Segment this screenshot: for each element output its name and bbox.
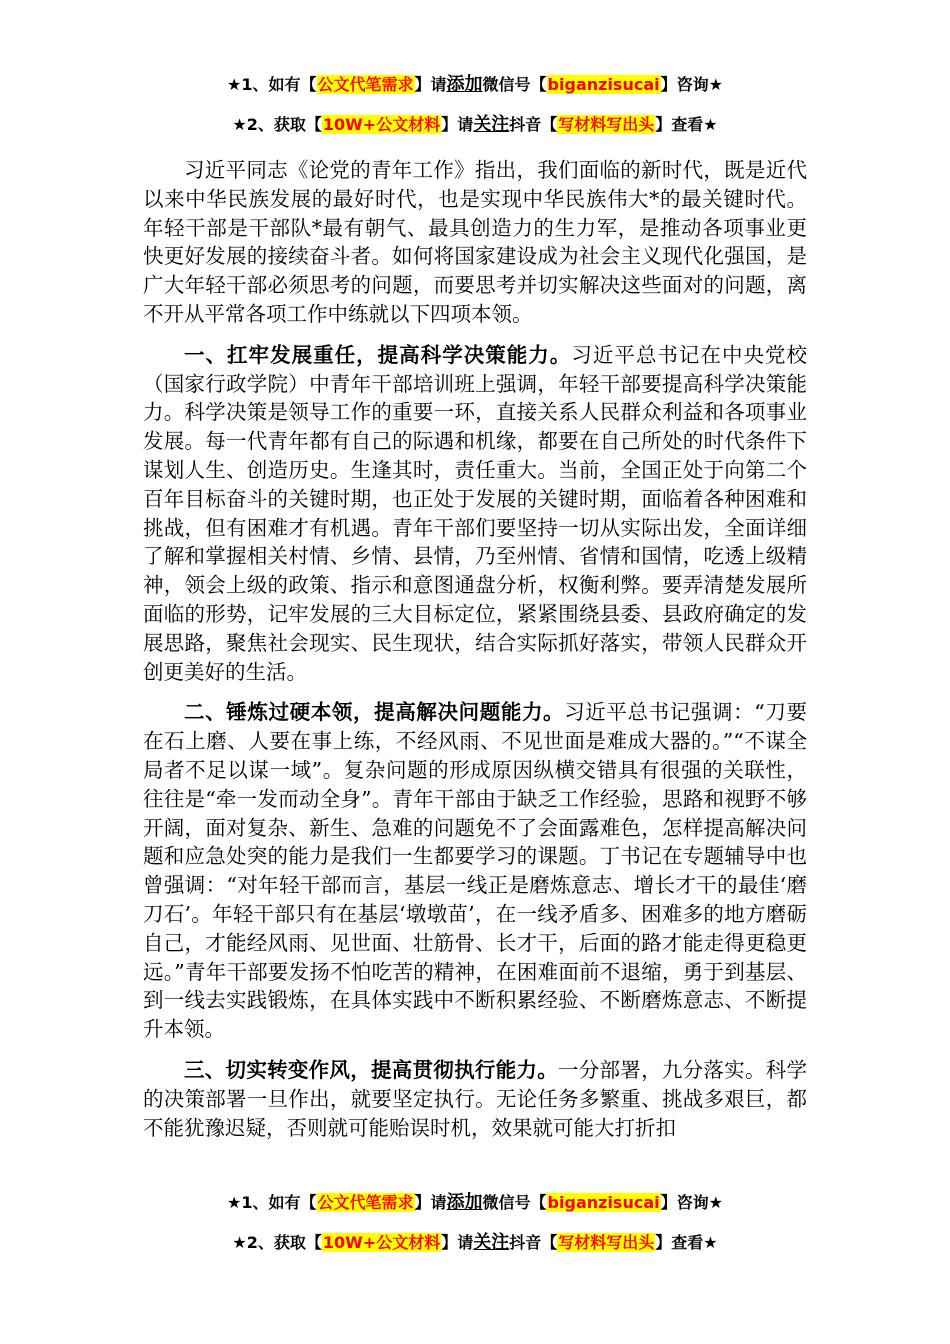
document-body (143, 156, 807, 1154)
section-text-3: 一分部署，九分落实。科学的决策部署一旦作出，就要坚定执行。无论任务多繁重、挑战多艰巨，都不能犹豫迟疑，否则就可能贻误时机，效果就可能大打折扣 (143, 1057, 808, 1140)
banner-text: 】请 (441, 115, 474, 134)
banner-text: 2、获取【 (246, 1233, 322, 1252)
star-icon: ★ (708, 75, 723, 94)
section-paragraph-2 (143, 698, 807, 1044)
highlight-service: 公文代笔需求 (317, 75, 414, 94)
banner-text: 】查看 (655, 1233, 704, 1252)
highlight-wechat-id: biganzisucai (547, 75, 660, 94)
banner-text: 】咨询 (660, 1193, 709, 1212)
underline-add: 添加 (446, 1192, 483, 1213)
section-text-2: 习近平总书记强调：“刀要在石上磨、人要在事上练，不经风雨、不见世面是难成大器的。”“不谋全局者不足以谋一域”。复杂问题的形成原因纵横交错具有很强的关联性，往往是“牵一发而动全身”。青年干部由于缺乏工作经验，思路和视野不够开阔，面对复杂、新生、急难的问题免不了会面露难色，怎样提高解决问题和应急处突的能力是我们一生都要学习的课题。丁书记在专题辅导中也曾强调：“对年轻干部而言，基层一线正是磨炼意志、增长才干的最佳‘磨刀石’。年轻干部只有在基层‘墩墩苗’，在一线矛盾多、困难多的地方磨砺自己，才能经风雨、见世面、壮筋骨、长才干，后面的路才能走得更稳更远。”青年干部要发扬不怕吃苦的精神，在困难面前不退缩，勇于到基层、到一线去实践锻炼，在具体实践中不断积累经验、不断磨炼意志、不断提升本领。 (143, 700, 808, 1042)
underline-follow: 关注 (473, 1232, 510, 1253)
footer-banner-line2 (0, 1228, 950, 1254)
intro-paragraph: 习近平同志《论党的青年工作》指出，我们面临的新时代，既是近代以来中华民族发展的最好时代，也是实现中华民族伟大*的最关键时代。年轻干部是干部队*最有朝气、最具创造力的生力军，是推动各项事业更快更好发展的接续奋斗者。如何将国家建设成为社会主义现代化强国，是广大年轻干部必须思考的问题，而要思考并切实解决这些面对的问题，离不开从平常各项工作中练就以下四项本领。 (143, 158, 807, 326)
banner-text: 微信号【 (482, 75, 547, 94)
banner-text: 2、获取【 (246, 115, 322, 134)
header-banner-line2 (0, 110, 950, 136)
section-paragraph-1 (143, 341, 807, 687)
section-heading-2: 二、锤炼过硬本领，提高解决问题能力。 (184, 700, 565, 725)
banner-text: 抖音【 (509, 1233, 558, 1252)
highlight-service: 公文代笔需求 (317, 1193, 414, 1212)
banner-text: 】咨询 (660, 75, 709, 94)
star-icon: ★ (703, 115, 718, 134)
section-heading-3: 三、切实转变作风，提高贯彻执行能力。 (184, 1057, 558, 1082)
star-icon: ★ (227, 75, 242, 94)
star-icon: ★ (227, 1193, 242, 1212)
star-icon: ★ (232, 1233, 247, 1252)
banner-text: 】请 (414, 1193, 447, 1212)
banner-text: 1、如有【 (241, 75, 317, 94)
banner-text: 抖音【 (509, 115, 558, 134)
section-heading-1: 一、扛牢发展重任，提高科学决策能力。 (184, 342, 572, 367)
highlight-materials: 10W+公文材料 (322, 115, 441, 134)
highlight-wechat-id: biganzisucai (547, 1193, 660, 1212)
section-text-1: 习近平总书记在中央党校（国家行政学院）中青年干部培训班上强调，年轻干部要提高科学决策能力。科学决策是领导工作的重要一环，直接关系人民群众利益和各项事业发展。每一代青年都有自己的际遇和机缘，都要在自己所处的时代条件下谋划人生、创造历史。生逢其时，责任重大。当前，全国正处于向第二个百年目标奋斗的关键时期，也正处于发展的关键时期，面临着各种困难和挑战，但有困难才有机遇。青年干部们要坚持一切从实际出发，全面详细了解和掌握相关村情、乡情、县情，乃至州情、省情和国情，吃透上级精神，领会上级的政策、指示和意图通盘分析，权衡利弊。要弄清楚发展所面临的形势，记牢发展的三大目标定位，紧紧围绕县委、县政府确定的发展思路，聚焦社会现实、民生现状，结合实际抓好落实，带领人民群众开创更美好的生活。 (143, 342, 808, 684)
header-banner-line1 (0, 70, 950, 96)
highlight-materials: 10W+公文材料 (322, 1233, 441, 1252)
highlight-douyin-id: 写材料写出头 (558, 1233, 655, 1252)
banner-text: 】请 (441, 1233, 474, 1252)
highlight-douyin-id: 写材料写出头 (558, 115, 655, 134)
banner-text: 微信号【 (482, 1193, 547, 1212)
star-icon: ★ (703, 1233, 718, 1252)
star-icon: ★ (232, 115, 247, 134)
section-paragraph-3 (143, 1056, 807, 1142)
star-icon: ★ (708, 1193, 723, 1212)
underline-follow: 关注 (473, 114, 510, 135)
footer-banner-line1 (0, 1188, 950, 1214)
banner-text: 1、如有【 (241, 1193, 317, 1212)
banner-text: 】查看 (655, 115, 704, 134)
underline-add: 添加 (446, 74, 483, 95)
banner-text: 】请 (414, 75, 447, 94)
